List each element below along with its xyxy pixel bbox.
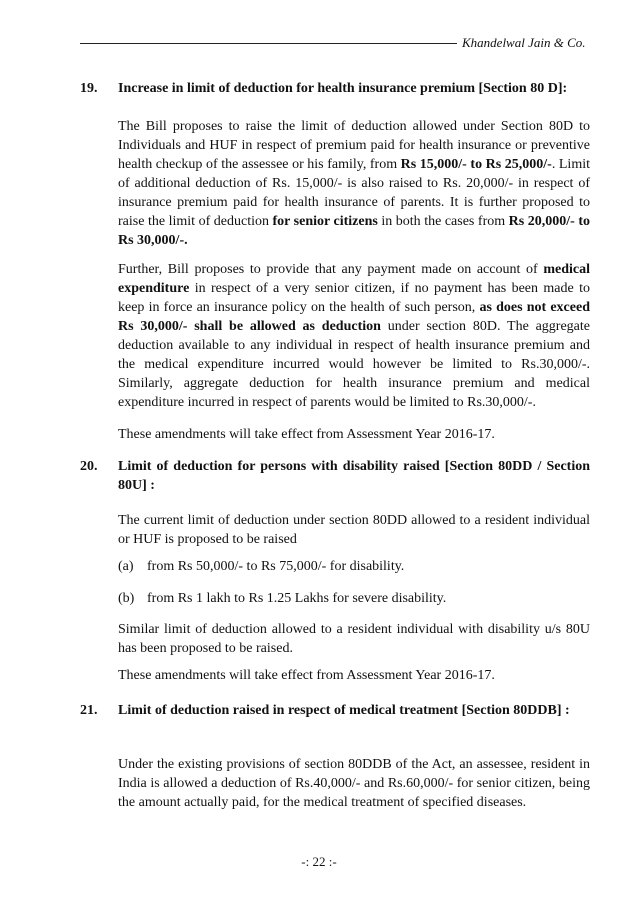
list-item-text: from Rs 1 lakh to Rs 1.25 Lakhs for severe disability.: [147, 591, 447, 606]
section-body: [118, 117, 590, 250]
section-number: 21.: [80, 703, 98, 718]
paragraph: The current limit of deduction under section 80DD allowed to a resident individual or HUF is proposed to be raised: [118, 513, 590, 547]
section-body: [118, 666, 590, 685]
page-number: -: 22 :-: [301, 854, 337, 869]
list: [118, 589, 590, 608]
paragraph: These amendments will take effect from Assessment Year 2016-17.: [118, 668, 495, 683]
list: [118, 557, 590, 576]
list-item: [118, 589, 590, 608]
paragraph: These amendments will take effect from Assessment Year 2016-17.: [118, 427, 495, 442]
section-21: [80, 701, 590, 821]
section-body: [118, 755, 590, 812]
list-marker: (b): [118, 591, 135, 606]
list-item: [118, 557, 590, 576]
section-body: [118, 425, 590, 444]
paragraph: The Bill proposes to raise the limit of deduction allowed under Section 80D to Individuals and HUF in respect of premium paid for health insurance or preventive health checkup of the assessee or his family, from Rs 15,000/- to Rs 25,000/-. Limit of additional deduction of Rs. 15,000/- is also raised to Rs. 20,000/- in respect of insurance premium paid for health insurance of parents. It is further proposed to raise the limit of deduction for senior citizens in both the cases from Rs 20,000/- to Rs 30,000/-.: [118, 119, 590, 248]
list-item-text: from Rs 50,000/- to Rs 75,000/- for disability.: [147, 559, 405, 574]
paragraph: Under the existing provisions of section 80DDB of the Act, an assessee, resident in India is allowed a deduction of Rs.40,000/- and Rs.60,000/- for senior citizen, being the amount actually paid, for the medical treatment of specified diseases.: [118, 757, 590, 810]
paragraph: Similar limit of deduction allowed to a resident individual with disability u/s 80U has been proposed to be raised.: [118, 622, 590, 656]
header-brand: Khandelwal Jain & Co.: [462, 35, 586, 50]
paragraph: Further, Bill proposes to provide that any payment made on account of medical expenditure in respect of a very senior citizen, if no payment has been made to keep in force an insurance policy on the health of such person, as does not exceed Rs 30,000/- shall be allowed as deduction under section 80D. The aggregate deduction available to any individual in respect of health insurance premium and the medical expenditure incurred would however be limited to Rs.30,000/-. Similarly, aggregate deduction for health insurance premium and medical expenditure incurred in respect of parents would be limited to Rs.30,000/-.: [118, 262, 591, 410]
section-body: [118, 620, 590, 658]
section-number: 19.: [80, 81, 98, 96]
header-rule: [80, 43, 457, 44]
section-19: [80, 79, 590, 449]
section-heading: Limit of deduction for persons with disability raised [Section 80DD / Section 80U] :: [118, 459, 590, 493]
section-body: [118, 511, 590, 549]
list-marker: (a): [118, 559, 134, 574]
section-number: 20.: [80, 459, 98, 474]
section-heading: Limit of deduction raised in respect of medical treatment [Section 80DDB] :: [118, 703, 570, 718]
section-body: [118, 260, 590, 412]
section-heading: Increase in limit of deduction for health insurance premium [Section 80 D]:: [118, 81, 568, 96]
section-20: [80, 457, 590, 687]
